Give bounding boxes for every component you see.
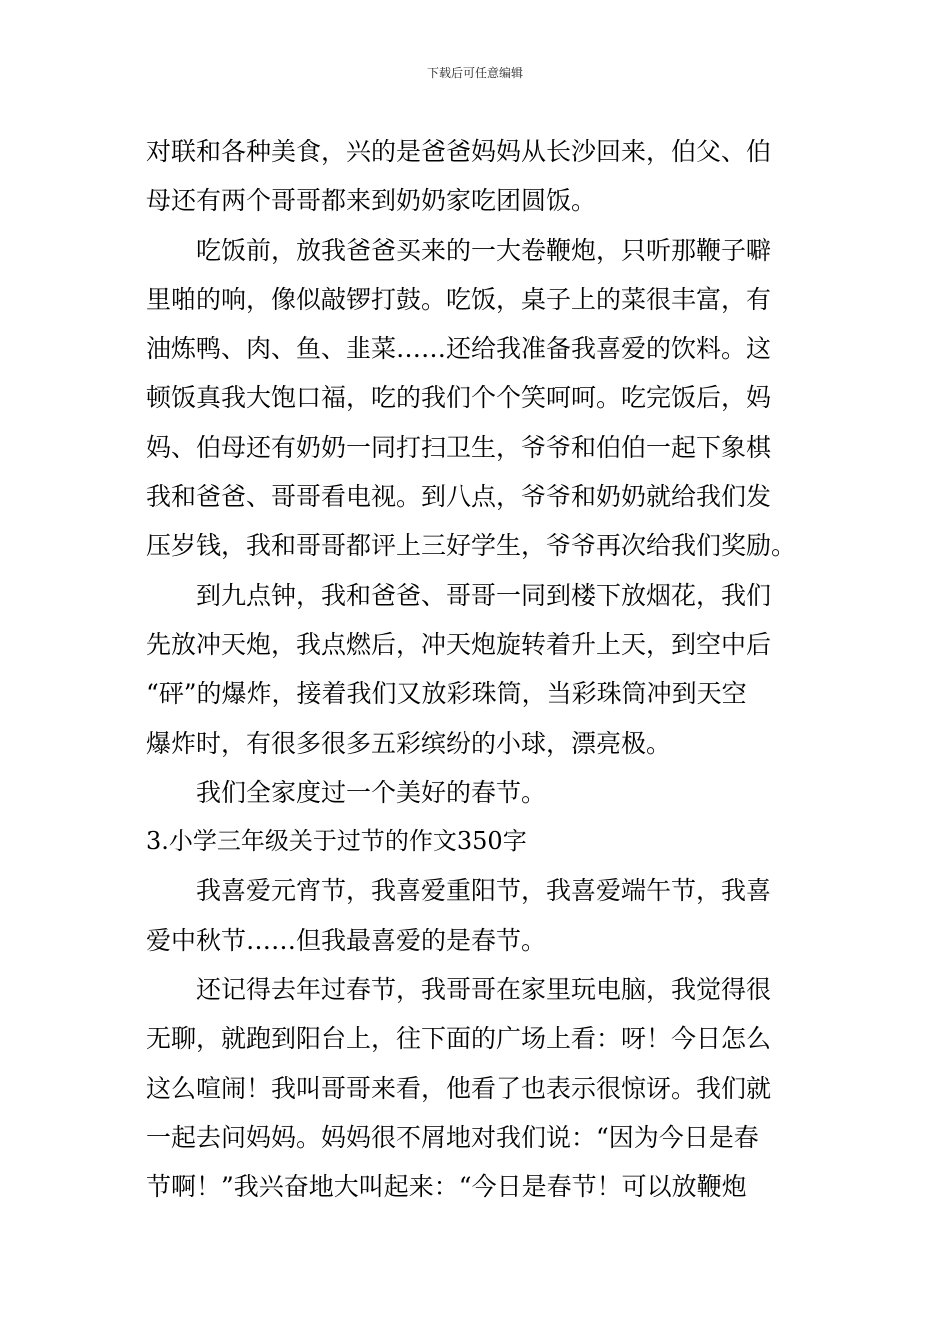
section-heading: 3.小学三年级关于过节的作文350字 [146,827,527,856]
paragraph-start-line: 我喜爱元宵节，我喜爱重阳节，我喜爱端午节，我喜 [196,876,772,906]
text-line: 里啪的响，像似敲锣打鼓。吃饭，桌子上的菜很丰富，有 [146,284,772,314]
text-line: 我和爸爸、哥哥看电视。到八点，爷爷和奶奶就给我们发 [146,482,772,512]
text-line: 爆炸时，有很多很多五彩缤纷的小球，漂亮极。 [146,728,672,758]
text-line: 先放冲天炮，我点燃后，冲天炮旋转着升上天，到空中后 [146,629,772,659]
paragraph-start-line: 我们全家度过一个美好的春节。 [196,777,547,807]
text-line: 爱中秋节……但我最喜爱的是春节。 [146,925,547,955]
text-line: 无聊，就跑到阳台上，往下面的广场上看：呀！今日怎么 [146,1024,772,1054]
page-header: 下载后可任意编辑 [426,66,523,80]
text-line: 妈、伯母还有奶奶一同打扫卫生，爷爷和伯伯一起下象棋 [146,432,772,462]
text-line: 一起去问妈妈。妈妈很不屑地对我们说：“因为今日是春 [146,1122,759,1152]
text-line: 对联和各种美食，兴的是爸爸妈妈从长沙回来，伯父、伯 [146,137,772,166]
text-line: 这么喧闹！我叫哥哥来看，他看了也表示很惊讶。我们就 [146,1073,772,1103]
paragraph-start-line: 吃饭前，放我爸爸买来的一大卷鞭炮，只听那鞭子噼 [196,235,772,265]
text-line: 母还有两个哥哥都来到奶奶家吃团圆饭。 [146,186,597,216]
text-line: 顿饭真我大饱口福，吃的我们个个笑呵呵。吃完饭后，妈 [146,383,772,413]
text-line: 油炼鸭、肉、鱼、韭菜……还给我准备我喜爱的饮料。这 [146,334,772,364]
paragraph-start-line: 还记得去年过春节，我哥哥在家里玩电脑，我觉得很 [196,975,772,1005]
text-line: “砰”的爆炸，接着我们又放彩珠筒，当彩珠筒冲到天空 [146,679,747,709]
text-line: 节啊！”我兴奋地大叫起来：“今日是春节！可以放鞭炮 [146,1172,747,1202]
text-line: 压岁钱，我和哥哥都评上三好学生，爷爷再次给我们奖励。 [146,531,797,561]
paragraph-start-line: 到九点钟，我和爸爸、哥哥一同到楼下放烟花，我们 [196,580,772,610]
document-body [146,127,814,1212]
